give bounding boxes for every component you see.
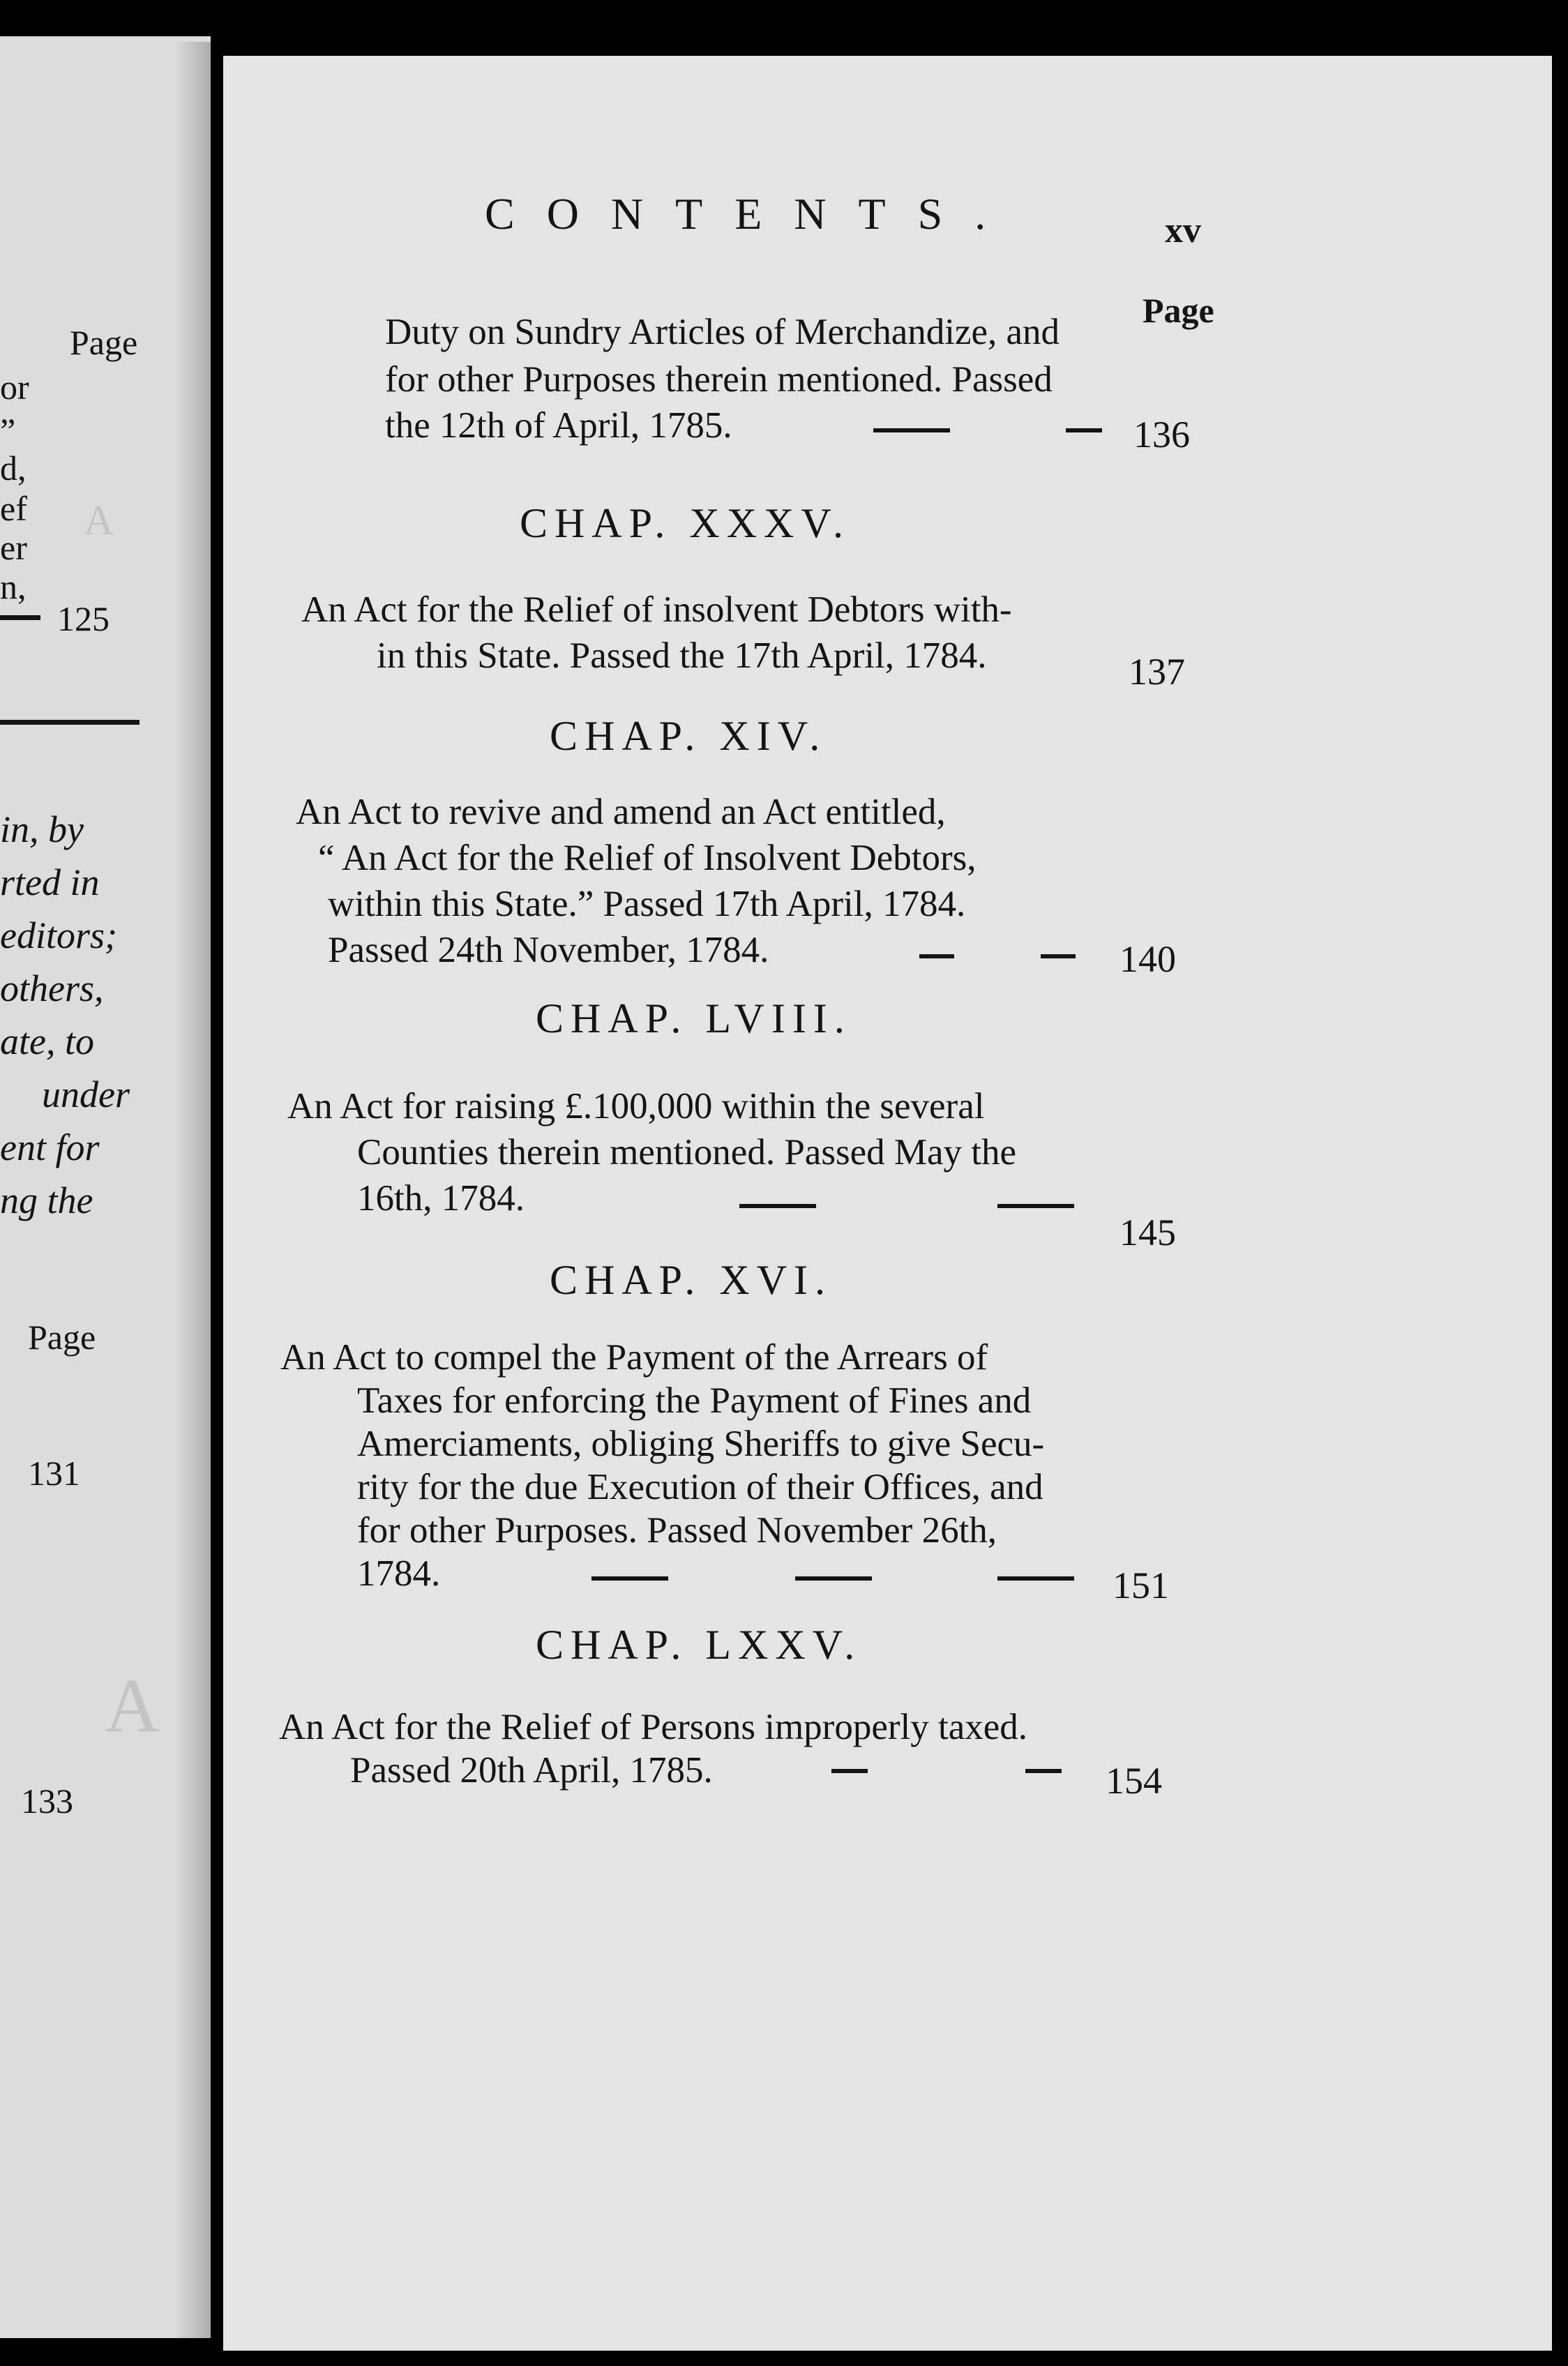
leader-dash: [739, 1204, 816, 1208]
entry-line: An Act for the Relief of Persons improperly taxed.: [279, 1707, 1027, 1747]
chapter-heading: CHAP. XVI.: [550, 1257, 833, 1303]
entry-line: rity for the due Execution of their Offices, and: [357, 1467, 1043, 1507]
entry-line: Passed 20th April, 1785.: [350, 1750, 713, 1791]
chapter-heading: CHAP. LVIII.: [536, 995, 852, 1041]
left-page-header-1: Page: [70, 323, 138, 362]
leader-dash: [795, 1576, 872, 1581]
bleed-through-mark: A: [105, 1663, 160, 1748]
entry-line: An Act to compel the Payment of the Arrears of: [280, 1337, 988, 1378]
leader-dash: [997, 1204, 1074, 1208]
left-italic-line: others,: [0, 967, 104, 1009]
left-italic-line: rted in: [0, 861, 100, 903]
left-line-fragment: d,: [0, 449, 27, 488]
entry-line: Counties therein mentioned. Passed May the: [357, 1132, 1016, 1173]
leader-dash: [919, 954, 954, 958]
left-line-fragment: er: [0, 528, 27, 567]
entry-page-number: 137: [1129, 651, 1185, 693]
gutter-shadow: [174, 42, 216, 2344]
entry-line: in this State. Passed the 17th April, 1784.: [377, 635, 987, 676]
folio-number: xv: [1165, 211, 1201, 250]
contents-page: [223, 56, 1552, 2351]
left-line-fragment: or: [0, 368, 29, 407]
entry-line: 1784.: [357, 1553, 441, 1594]
left-italic-line: ent for: [0, 1127, 100, 1168]
left-italic-line: ate, to: [0, 1020, 94, 1062]
entry-page-number: 140: [1120, 938, 1176, 980]
entry-line: for other Purposes. Passed November 26th,: [357, 1510, 997, 1551]
left-line-fragment: ef: [0, 489, 27, 528]
leader-dash: [1041, 954, 1076, 958]
leader-dash: [873, 428, 950, 432]
left-italic-line: editors;: [0, 914, 117, 956]
entry-line: “ An Act for the Relief of Insolvent Debtors,: [318, 838, 977, 878]
left-line-fragment: ”: [0, 411, 16, 450]
leader-dash: [1066, 428, 1102, 432]
left-page-number-3: 133: [21, 1781, 73, 1821]
leader-dash: [1025, 1769, 1062, 1773]
left-line-fragment: n,: [0, 567, 27, 606]
entry-line: 16th, 1784.: [357, 1178, 525, 1219]
entry-line: Taxes for enforcing the Payment of Fines and: [357, 1380, 1032, 1421]
entry-line: the 12th of April, 1785.: [385, 405, 732, 446]
left-section-rule: [0, 720, 140, 725]
left-italic-line: under: [42, 1073, 130, 1115]
bleed-through-mark: A: [84, 497, 114, 543]
entry-page-number: 151: [1113, 1565, 1169, 1606]
entry-line: Duty on Sundry Articles of Merchandize, and: [385, 312, 1060, 352]
page-title: CONTENTS.: [485, 189, 1018, 239]
leader-dash: [997, 1576, 1074, 1581]
entry-line: for other Purposes therein mentioned. Passed: [385, 359, 1053, 400]
entry-line: Amerciaments, obliging Sheriffs to give Secu-: [357, 1424, 1045, 1464]
entry-line: An Act for raising £.100,000 within the several: [287, 1086, 985, 1127]
entry-line: Passed 24th November, 1784.: [328, 930, 769, 970]
book-gutter: [211, 49, 223, 2351]
entry-page-number: 136: [1133, 414, 1190, 455]
left-dash: [0, 615, 40, 620]
left-italic-line: ng the: [0, 1180, 93, 1221]
chapter-heading: CHAP. LXXV.: [536, 1622, 862, 1668]
entry-line: An Act to revive and amend an Act entitled,: [296, 792, 946, 832]
entry-line: An Act for the Relief of insolvent Debtors with-: [301, 589, 1012, 630]
leader-dash: [591, 1576, 668, 1581]
left-page-header-2: Page: [28, 1318, 96, 1357]
left-page-number-1: 125: [57, 599, 110, 638]
left-page-number-2: 131: [28, 1454, 80, 1493]
left-italic-line: in, by: [0, 808, 84, 850]
chapter-heading: CHAP. XIV.: [550, 713, 827, 759]
entry-page-number: 154: [1106, 1760, 1162, 1802]
leader-dash: [831, 1769, 868, 1773]
chapter-heading: CHAP. XXXV.: [520, 500, 850, 546]
page-column-label: Page: [1143, 291, 1214, 330]
entry-page-number: 145: [1120, 1212, 1176, 1253]
entry-line: within this State.” Passed 17th April, 1784.: [328, 884, 966, 924]
